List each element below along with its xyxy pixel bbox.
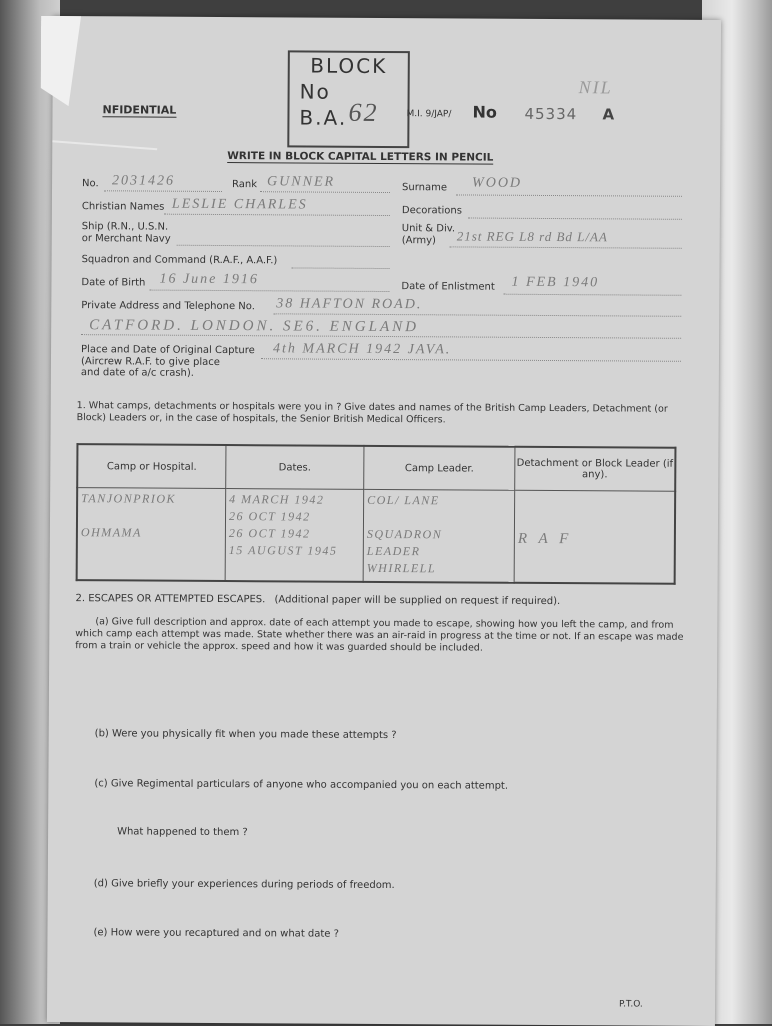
capture-line [261,358,681,362]
address-label: Private Address and Telephone No. [81,300,255,313]
question-2d: (d) Give briefly your experiences during periods of freedom. [93,878,395,892]
question-2-heading [75,593,560,607]
col-leader-header: Camp Leader. [364,446,515,490]
date-entry: 15 AUGUST 1945 [228,543,338,558]
service-no-line [104,190,222,192]
christian-names-label: Christian Names [81,201,165,213]
question-1: 1. What camps, detachments or hospitals were you in ? Give dates and names of the British Camp Leaders, Detachment (or Block) Leaders or, in the case of hospitals, the Senior British Medical Officers. [76,400,668,426]
capture-label-line1: Place and Date of Original Capture [81,344,255,357]
ship-label-line1: Ship (R.N., U.S.N. [81,221,169,233]
detachment-cell [514,490,675,583]
file-tag-string [52,140,157,150]
surname-value: WOOD [472,175,523,191]
ship-label-line2: or Merchant Navy [81,233,171,245]
camp-entry: TANJONPRIOK [81,491,177,506]
rank-label: Rank [232,179,258,191]
corner-annotation: NIL [578,77,613,98]
christian-names-value: LESLIE CHARLES [171,196,308,213]
decorations-label: Decorations [401,205,463,217]
dates-cell [225,489,364,582]
stamp-block-number: 62 [348,97,379,127]
form-instruction: WRITE IN BLOCK CAPITAL LETTERS IN PENCIL [227,150,494,164]
please-turn-over: P.T.O. [619,999,643,1010]
question-2-title: 2. ESCAPES OR ATTEMPTED ESCAPES. [75,593,266,606]
capture-label-line2: (Aircrew R.A.F. to give place [80,355,220,368]
col-detachment-header: Detachment or Block Leader (if any). [515,447,676,491]
detachment-entry: R A F [517,530,573,548]
camps-table [76,443,677,585]
dob-label: Date of Birth [81,277,146,289]
mi9-reference: M.I. 9/JAP/ [406,109,452,120]
date-entry: 4 MARCH 1942 [229,492,325,507]
col-dates-header: Dates. [226,445,364,489]
leader-entry: WHIRLELL [366,560,437,576]
stamp-line1: BLOCK [310,53,388,79]
rank-value: GUNNER [267,174,336,190]
christian-names-line [164,214,390,216]
camp-entry: OHMAMA [80,525,142,540]
capture-value: 4th MARCH 1942 JAVA. [273,341,452,358]
question-2b: (b) Were you physically fit when you made these attempts ? [94,728,397,742]
unit-label-line2: (Army) [401,235,436,247]
address-line-1 [273,313,681,316]
camps-table-body [77,488,676,584]
stamp-line2: No [299,79,331,104]
camps-table-header [77,444,675,491]
leader-entry [367,509,511,527]
question-2c-followup: What happened to them ? [117,826,248,839]
squadron-label: Squadron and Command (R.A.F., A.A.F.) [81,254,278,267]
leaders-cell [363,489,515,582]
address-value-2: CATFORD. LONDON. SE6. ENGLAND [89,317,420,336]
ship-line [177,245,390,247]
date-entry: 26 OCT 1942 [228,526,311,541]
serial-suffix: A [602,105,615,124]
ship-label [82,221,171,246]
classification-label: NFIDENTIAL [102,103,177,117]
leader-entry: SQUADRON [366,526,443,542]
unit-value: 21st REG L8 rd Bd L/AA [456,228,608,245]
dob-value: 16 June 1916 [159,271,259,288]
unit-label [402,223,455,247]
date-entry: 26 OCT 1942 [228,509,311,524]
surname-line [456,194,682,196]
service-no-label: No. [82,178,99,190]
service-no-value: 2031426 [112,173,176,189]
question-2-note: (Additional paper will be supplied on request if required). [274,594,561,608]
enlistment-label: Date of Enlistment [401,281,495,293]
stamp-line3: B.A. [299,105,348,130]
capture-label-line3: and date of a/c crash). [80,367,195,379]
serial-number: 45334 [524,104,578,124]
surname-label: Surname [402,182,448,194]
camps-cell [77,488,226,581]
leader-entry: LEADER [366,543,421,559]
squadron-line [292,267,390,269]
enlistment-line [503,294,681,296]
dob-line [149,290,389,292]
question-2e: (e) How were you recaptured and on what date ? [93,927,340,940]
question-2c: (c) Give Regimental particulars of anyone who accompanied you on each attempt. [94,778,509,792]
decorations-line [468,218,682,220]
capture-label [81,344,255,380]
enlistment-value: 1 FEB 1940 [511,274,600,291]
leader-entry: COL/ LANE [367,492,440,508]
col-camp-header: Camp or Hospital. [77,444,226,488]
unit-line [450,246,682,248]
serial-no-label: No [472,102,497,122]
question-2a: (a) Give full description and approx. date of each attempt you made to escape, showing how you left the camp, and from which camp each attempt was made. State whether there was an air-raid in progress at the time or not. If an escape was made from a train or vehicle the approx. speed and how it was guarded should be included. [75,616,684,654]
address-value-1: 38 HAFTON ROAD. [276,296,423,313]
unit-label-line1: Unit & Div. [401,223,456,235]
pow-questionnaire-page [47,16,721,1026]
rank-line [260,191,390,193]
